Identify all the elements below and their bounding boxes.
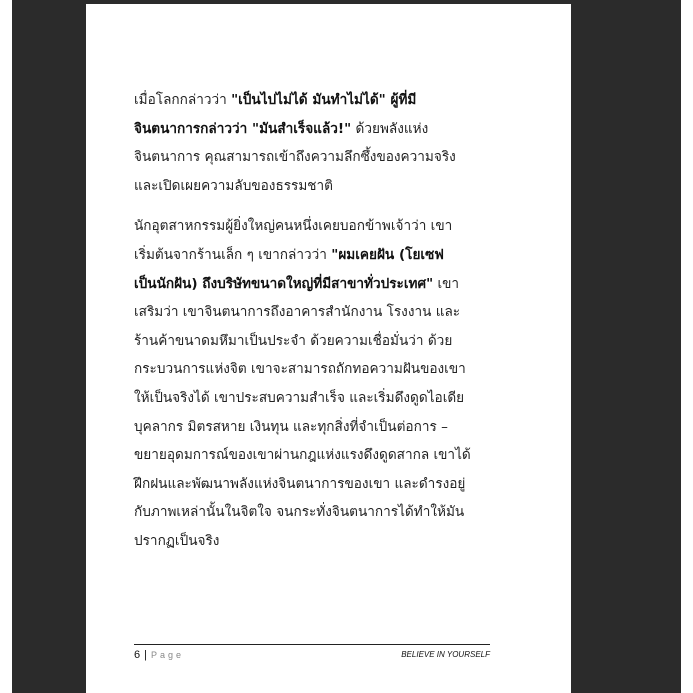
text-line [134, 298, 494, 327]
text-line [134, 355, 494, 384]
text-run: ให้เป็นจริงได้ เขาประสบความสำเร็จ และเริ่มดึงดูดไอเดีย [134, 389, 465, 406]
text-line [134, 327, 494, 356]
footer-rule [134, 644, 490, 645]
text-run: ปรากฏเป็นจริง [134, 532, 220, 549]
paragraph [134, 86, 494, 200]
text-line [134, 413, 494, 442]
text-run: เขา [433, 275, 460, 292]
text-run: ด้วยพลังแห่ง [351, 120, 429, 137]
footer-page-label [134, 649, 184, 661]
text-line [134, 172, 494, 201]
text-line [134, 384, 494, 413]
bold-run: จินตนาการกล่าวว่า "มันสำเร็จแล้ว!" [134, 120, 352, 137]
bold-run: เป็นนักฝัน) ถึงบริษัทขนาดใหญ่ที่มีสาขาทั่วประเทศ" [134, 275, 434, 292]
text-run: ฝึกฝนและพัฒนาพลังแห่งจินตนาการของเขา และดำรงอยู่ [134, 475, 466, 492]
text-line [134, 527, 494, 556]
text-run: นักอุตสาหกรรมผู้ยิ่งใหญ่คนหนึ่งเคยบอกข้าพเจ้าว่า เขา [134, 218, 453, 235]
page-number: 6 [134, 649, 141, 661]
text-run: กับภาพเหล่านั้นในจิตใจ จนกระทั่งจินตนาการได้ทำให้มัน [134, 504, 465, 521]
text-line [134, 498, 494, 527]
text-line [134, 212, 494, 241]
text-run: เมื่อโลกกล่าวว่า [134, 92, 232, 108]
text-run: ขยายอุดมการณ์ของเขาผ่านกฎแห่งแรงดึงดูดสากล เขาได้ [134, 447, 471, 464]
page-word: Page [150, 650, 185, 660]
text-run: เสริมว่า เขาจินตนาการถึงอาคารสำนักงาน โรงงาน และ [134, 304, 461, 321]
bold-run: "ผมเคยฝัน (โยเซฟ [331, 246, 444, 263]
text-line [134, 441, 494, 470]
text-line [134, 115, 494, 144]
document-page [86, 4, 571, 693]
body-text [134, 86, 494, 568]
text-run: บุคลากร มิตรสหาย เงินทุน และทุกสิ่งที่จำเป็นต่อการ – [134, 418, 448, 435]
running-title: BELIEVE IN YOURSELF [401, 650, 490, 659]
paragraph [134, 212, 494, 555]
text-line [134, 241, 494, 270]
text-run: ร้านค้าขนาดมหึมาเป็นประจำ ด้วยความเชื่อมั่นว่า ด้วย [134, 332, 453, 349]
footer-separator: | [144, 649, 147, 661]
text-line [134, 86, 494, 115]
text-run: กระบวนการแห่งจิต เขาจะสามารถถักทอความฝันของเขา [134, 361, 466, 378]
text-line [134, 270, 494, 299]
text-run: และเปิดเผยความลับของธรรมชาติ [134, 177, 333, 194]
text-line [134, 143, 494, 172]
bold-run: "เป็นไปไม่ได้ มันทำไม่ได้" ผู้ที่มี [231, 92, 417, 108]
text-run: จินตนาการ คุณสามารถเข้าถึงความลึกซึ้งของความจริง [134, 149, 456, 166]
text-line [134, 470, 494, 499]
text-run: เริ่มต้นจากร้านเล็ก ๆ เขากล่าวว่า [134, 246, 332, 263]
